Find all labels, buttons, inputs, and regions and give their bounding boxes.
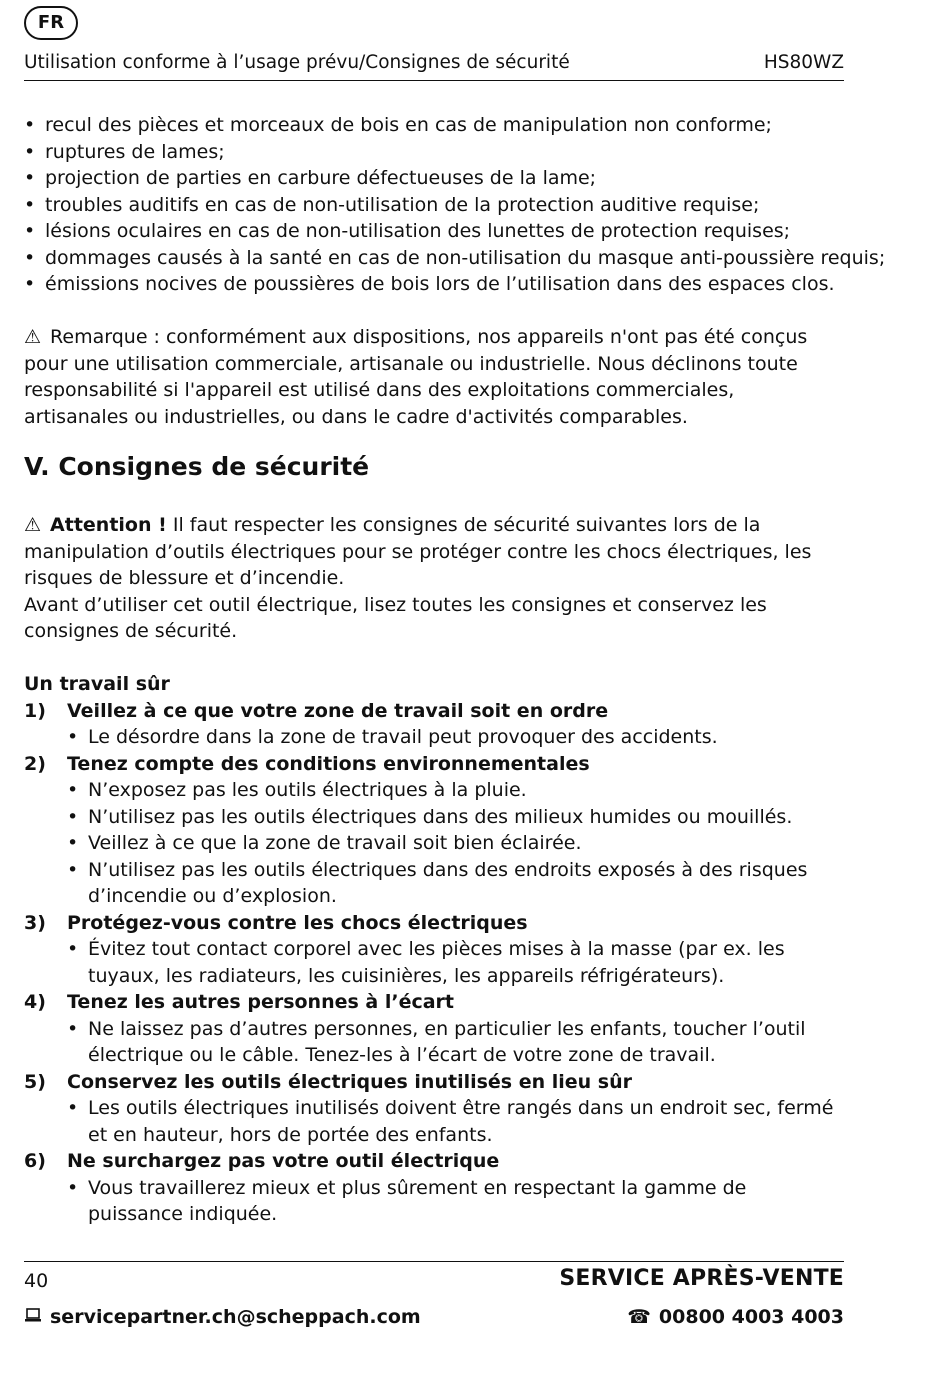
list-item: • Les outils électriques inutilisés doivent être rangés dans un endroit sec, fermé et en hauteur, hors de portée des enfants. — [67, 1095, 844, 1148]
item-number: 4) — [24, 991, 46, 1013]
warning-icon: ⚠ — [24, 326, 42, 348]
header-title: Utilisation conforme à l’usage prévu/Consignes de sécurité — [24, 52, 570, 73]
list-item: • N’exposez pas les outils électriques à la pluie. — [67, 777, 844, 804]
remark-paragraph — [24, 324, 844, 430]
numbered-item — [24, 751, 844, 910]
list-item: • dommages causés à la santé en cas de non-utilisation du masque anti-poussière requis; — [24, 245, 844, 272]
service-email[interactable] — [24, 1306, 421, 1328]
model-number: HS80WZ — [763, 52, 844, 73]
intro-paragraph: Avant d’utiliser cet outil électrique, lisez toutes les consignes et conservez les consignes de sécurité. — [24, 593, 767, 642]
list-item: • recul des pièces et morceaux de bois en cas de manipulation non conforme; — [24, 112, 844, 139]
footer-divider — [24, 1261, 844, 1262]
item-title: Tenez compte des conditions environnementales — [67, 752, 590, 775]
numbered-item — [24, 989, 844, 1069]
page-body — [24, 112, 886, 1228]
item-bullets — [67, 1016, 844, 1069]
risk-list — [24, 112, 886, 298]
list-item: • N’utilisez pas les outils électriques dans des milieux humides ou mouillés. — [67, 804, 844, 831]
item-title: Tenez les autres personnes à l’écart — [67, 991, 455, 1013]
list-item: • ruptures de lames; — [24, 139, 844, 166]
item-title: Ne surchargez pas votre outil électrique — [67, 1150, 500, 1172]
item-bullets — [67, 724, 844, 751]
item-number: 2) — [24, 752, 46, 775]
item-bullets — [67, 1095, 844, 1148]
page-number: 40 — [24, 1270, 49, 1292]
numbered-item — [24, 910, 844, 990]
item-bullets — [67, 777, 844, 910]
list-item: • Veillez à ce que la zone de travail soit bien éclairée. — [67, 830, 844, 857]
item-title: Protégez-vous contre les chocs électriques — [67, 911, 528, 934]
list-item: • projection de parties en carbure défectueuses de la lame; — [24, 165, 844, 192]
list-item: • Le désordre dans la zone de travail peut provoquer des accidents. — [67, 724, 844, 751]
remark-text: Remarque : conformément aux dispositions, nos appareils n'ont pas été conçus pour une utilisation commerciale, artisanale ou industrielle. Nous déclinons toute responsabilité si l'appareil est utilisé dans des exploitations commerciales, artisanales ou industrielles, ou dans le cadre d'activités comparables. — [24, 326, 808, 428]
list-item: • Ne laissez pas d’autres personnes, en particulier les enfants, toucher l’outil électrique ou le câble. Tenez-les à l’écart de votre zone de travail. — [67, 1016, 844, 1069]
language-badge: FR — [24, 6, 78, 40]
list-item: • Évitez tout contact corporel avec les pièces mises à la masse (par ex. les tuyaux, les radiateurs, les cuisinières, les appareils réfrigérateurs). — [67, 936, 844, 989]
page-header — [24, 50, 844, 81]
numbered-item — [24, 698, 844, 751]
item-bullets — [67, 936, 844, 989]
item-title: Conservez les outils électriques inutilisés en lieu sûr — [67, 1070, 633, 1093]
attention-label: Attention ! — [50, 514, 167, 536]
item-number: 6) — [24, 1150, 46, 1172]
attention-paragraph — [24, 512, 844, 592]
item-number: 3) — [24, 911, 46, 934]
item-bullets — [67, 1175, 844, 1228]
phone-icon: ☎ — [627, 1306, 651, 1328]
item-number: 5) — [24, 1070, 46, 1093]
subsection-heading: Un travail sûr — [24, 673, 170, 695]
attention-text: Il faut respecter les consignes de sécurité suivantes lors de la manipulation d’outils électriques pour se protéger contre les chocs électriques, les risques de blessure et d’incendie. — [24, 514, 812, 589]
list-item: • lésions oculaires en cas de non-utilisation des lunettes de protection requises; — [24, 218, 844, 245]
item-number: 1) — [24, 699, 46, 722]
list-item: • émissions nocives de poussières de bois lors de l’utilisation dans des espaces clos. — [24, 271, 844, 298]
email-text[interactable]: servicepartner.ch@scheppach.com — [50, 1306, 421, 1328]
phone-text[interactable]: 00800 4003 4003 — [658, 1306, 844, 1328]
service-heading: SERVICE APRÈS-VENTE — [559, 1266, 844, 1291]
list-item: • Vous travaillerez mieux et plus sûrement en respectant la gamme de puissance indiquée. — [67, 1175, 844, 1228]
item-title: Veillez à ce que votre zone de travail soit en ordre — [67, 699, 609, 722]
numbered-item — [24, 1148, 844, 1228]
section-title: V. Consignes de sécurité — [24, 452, 370, 481]
laptop-icon — [24, 1306, 42, 1328]
numbered-item — [24, 1069, 844, 1149]
list-item: • troubles auditifs en cas de non-utilisation de la protection auditive requise; — [24, 192, 844, 219]
warning-icon: ⚠ — [24, 514, 42, 536]
service-phone[interactable] — [627, 1306, 844, 1328]
list-item: • N’utilisez pas les outils électriques dans des endroits exposés à des risques d’incendie ou d’explosion. — [67, 857, 844, 910]
